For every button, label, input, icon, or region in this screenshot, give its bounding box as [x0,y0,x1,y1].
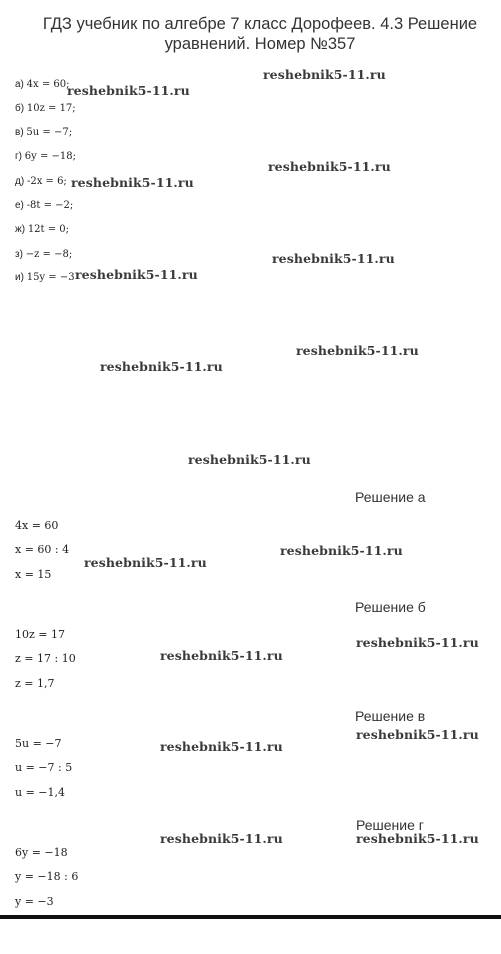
watermark-text: reshebnik5-11.ru [160,739,283,754]
task-item [15,103,76,114]
task-expression: 5u = −7; [26,127,73,138]
task-expression: 15y = −3 [26,272,75,283]
task-label: е) [15,200,27,211]
solution-heading: Решение б [355,599,426,615]
task-label: и) [15,272,27,283]
solution-line: x = 15 [15,568,52,581]
watermark-text: reshebnik5-11.ru [268,159,391,174]
solution-line: 10z = 17 [15,628,65,641]
solution-line: 5u = −7 [15,737,62,750]
task-item [15,249,72,260]
task-item [15,176,67,187]
solution-line: u = −7 : 5 [15,761,73,774]
watermark-text: reshebnik5-11.ru [160,831,283,846]
solution-line: y = −3 [15,895,54,908]
watermark-text: reshebnik5-11.ru [67,83,190,98]
task-item [15,127,72,138]
task-label: в) [15,127,27,138]
task-item [15,272,75,283]
solution-heading: Решение г [356,817,424,833]
watermark-text: reshebnik5-11.ru [160,648,283,663]
task-item [15,224,69,235]
watermark-text: reshebnik5-11.ru [272,251,395,266]
task-expression: 6y = −18; [24,151,76,162]
solution-line: u = −1,4 [15,786,66,799]
watermark-text: reshebnik5-11.ru [75,267,198,282]
watermark-text: reshebnik5-11.ru [263,67,386,82]
solution-heading: Решение а [355,489,426,505]
task-label: ж) [15,224,28,235]
solution-heading: Решение в [355,708,426,724]
bottom-divider [0,915,501,919]
task-label: д) [15,176,27,187]
watermark-text: reshebnik5-11.ru [84,555,207,570]
task-expression: −z = −8; [25,249,73,260]
task-label: а) [15,79,27,90]
watermark-text: reshebnik5-11.ru [296,343,419,358]
task-expression: 10z = 17; [26,103,76,114]
solution-line: z = 17 : 10 [15,652,76,665]
watermark-text: reshebnik5-11.ru [100,359,223,374]
task-item [15,151,76,162]
solution-line: z = 1,7 [15,677,55,690]
solution-line: 6y = −18 [15,846,68,859]
solution-line: x = 60 : 4 [15,543,70,556]
task-expression: -2x = 6; [26,176,67,187]
task-expression: 12t = 0; [27,224,70,235]
task-label: з) [15,249,26,260]
watermark-text: reshebnik5-11.ru [280,543,403,558]
watermark-text: reshebnik5-11.ru [356,727,479,742]
watermark-text: reshebnik5-11.ru [71,175,194,190]
watermark-text: reshebnik5-11.ru [356,831,479,846]
page-title: ГДЗ учебник по алгебре 7 класс Дорофеев. 4.3 Решение уравнений. Номер №357 [42,15,478,53]
solution-line: 4x = 60 [15,519,59,532]
task-item [15,79,70,90]
watermark-text: reshebnik5-11.ru [188,452,311,467]
task-item [15,200,73,211]
task-label: г) [15,151,25,162]
watermark-text: reshebnik5-11.ru [356,635,479,650]
solution-line: y = −18 : 6 [15,870,79,883]
task-expression: 4x = 60; [26,79,70,90]
task-label: б) [15,103,27,114]
task-expression: -8t = −2; [26,200,74,211]
